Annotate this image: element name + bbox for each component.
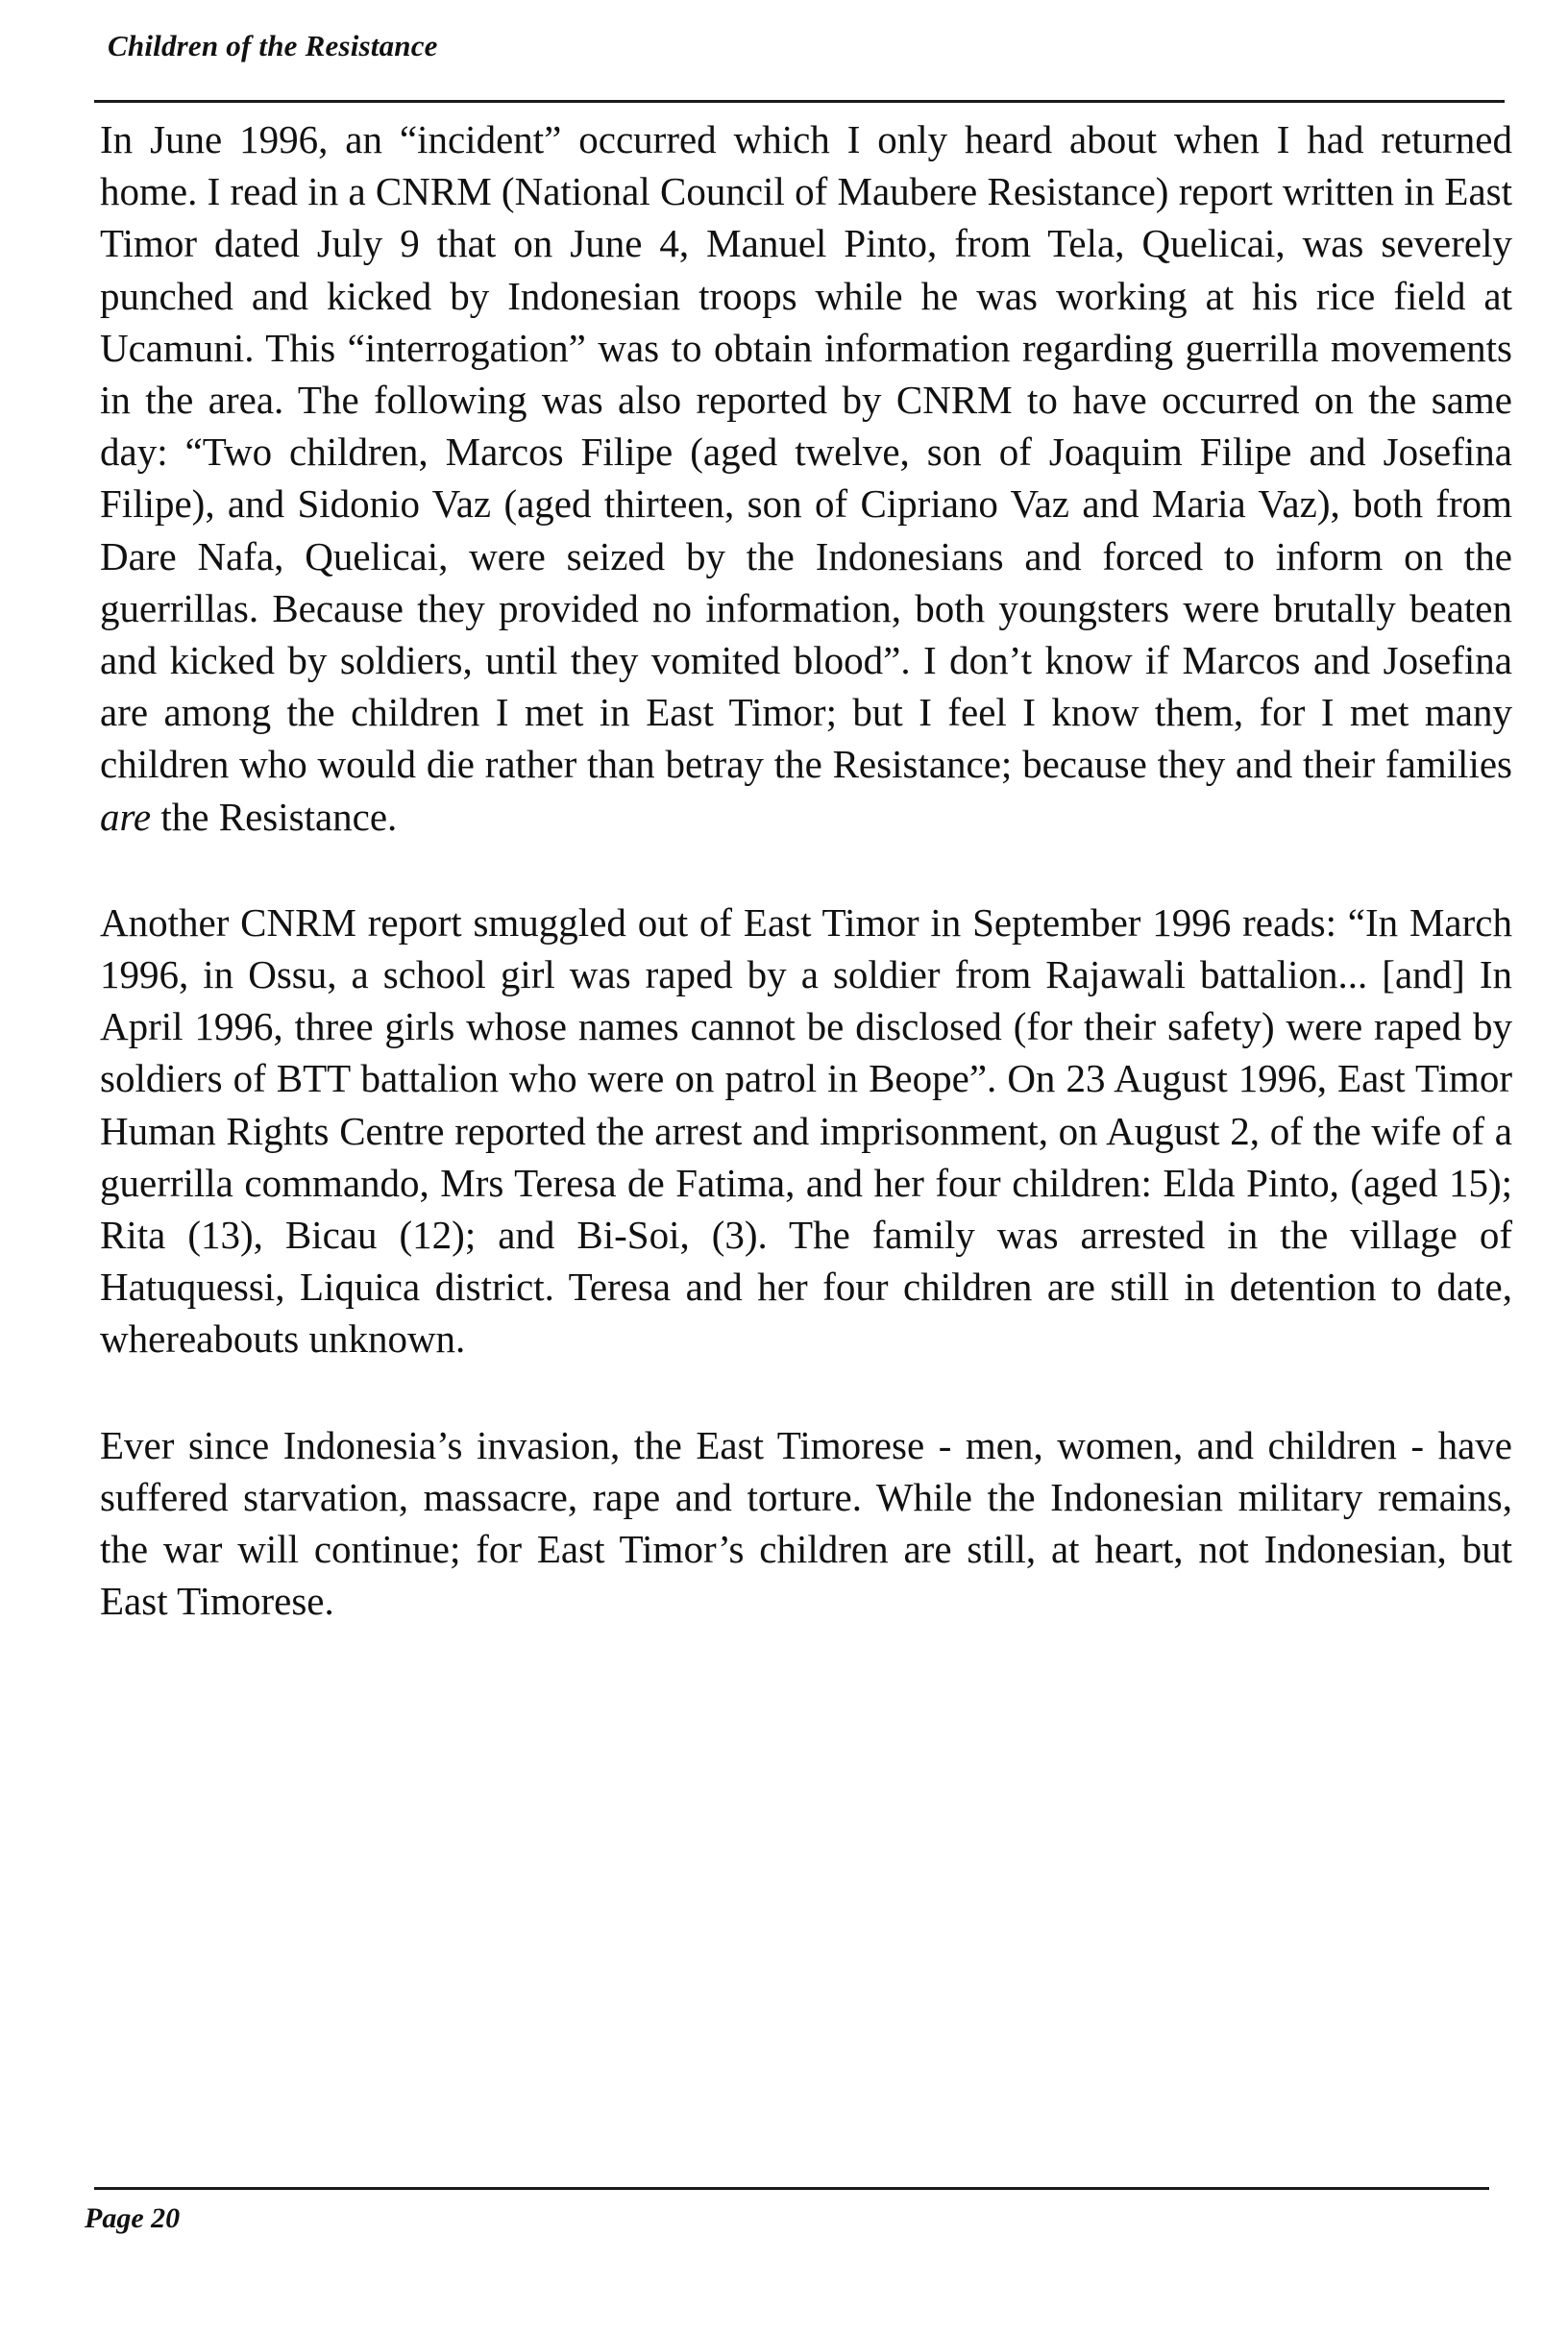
paragraph-2: Another CNRM report smuggled out of East Timor in September 1996 reads: “In March 1996, in Ossu, a school girl was raped by a soldier from Rajawali battalion... [and] In April 1996, three girls whose names cannot be disclosed (for their safety) were raped by soldiers of BTT battalion who were on patrol in Beope”. On 23 August 1996, East Timor Human Rights Centre reported the arrest and imprisonment, on August 2, of the wife of a guerrilla commando, Mrs Teresa de Fatima, and her four children: Elda Pinto, (aged 15); Rita (13), Bicau (12); and Bi-Soi, (3). The family was arrested in the village of Hatuquessi, Liquica district. Teresa and her four children are still in detention to date, whereabouts unknown.: [100, 899, 1512, 1362]
page-number: Page 20: [85, 2202, 181, 2234]
paragraph-1: [100, 113, 1512, 843]
paragraph-1-text-start: In June 1996, an “incident” occurred which I only heard about when I had returned home. I read in a CNRM (National Council of Maubere Resistance) report written in East Timor dated July 9 that on June 4, Manuel Pinto, from Tela, Quelicai, was severely punched and kicked by Indonesian troops while he was working at his rice field at Ucamuni. This “interrogation” was to obtain information regarding guerrilla movements in the area. The following was also reported by CNRM to have occurred on the same day: “Two children, Marcos Filipe (aged twelve, son of Joaquim Filipe and Josefina Filipe), and Sidonio Vaz (aged thirteen, son of Cipriano Vaz and Maria Vaz), both from Dare Nafa, Quelicai, were seized by the Indonesians and forced to inform on the guerrillas. Because they provided no information, both youngsters were brutally beaten and kicked by soldiers, until they vomited blood”. I don’t know if Marcos and Josefina are among the children I met in East Timor; but I feel I know them, for I met many children who would die rather than betray the Resistance; because they and their families: [100, 117, 1512, 787]
footer-rule: [94, 2187, 1489, 2190]
paragraph-3: Ever since Indonesia’s invasion, the East Timorese - men, women, and children - have suffered starvation, massacre, rape and torture. While the Indonesian military remains, the war will continue; for East Timor’s children are still, at heart, not Indonesian, but East Timorese.: [100, 1422, 1512, 1624]
paragraph-1-text-end: the Resistance.: [151, 794, 398, 839]
page-body: [100, 113, 1512, 1681]
header-rule: [94, 100, 1505, 103]
paragraph-1-emphasis: are: [100, 794, 152, 839]
running-head: Children of the Resistance: [108, 29, 438, 62]
